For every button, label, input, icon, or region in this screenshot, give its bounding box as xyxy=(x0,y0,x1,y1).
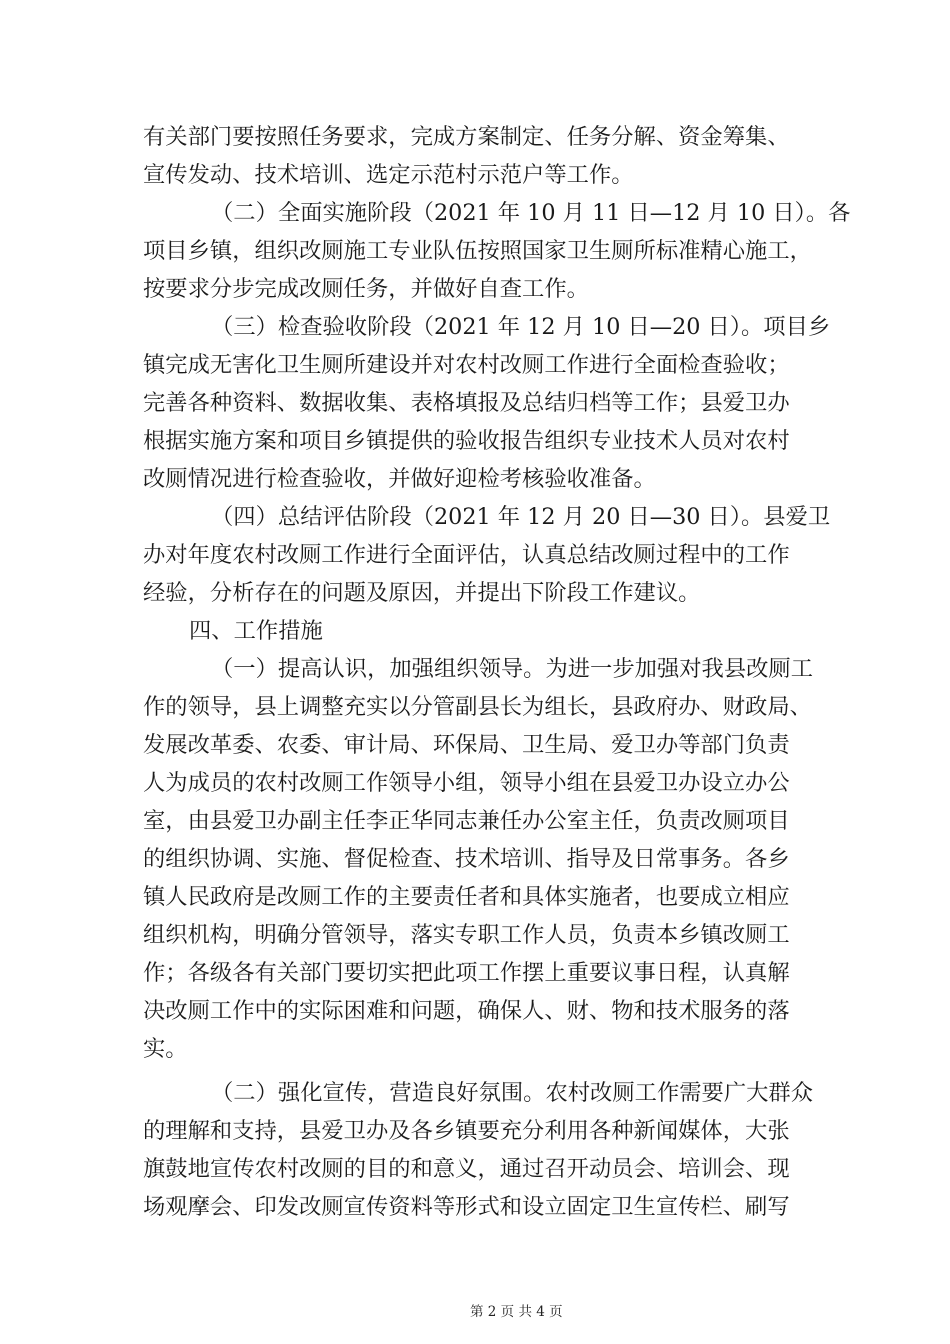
paragraph-start-line: （一）提高认识，加强组织领导。为进一步加强对我县改厕工 xyxy=(211,656,814,682)
document-body xyxy=(143,118,851,1226)
body-line: 改厕情况进行检查验收，并做好迎检考核验收准备。 xyxy=(143,466,656,492)
body-line: 作；各级各有关部门要切实把此项工作摆上重要议事日程，认真解 xyxy=(143,960,790,986)
body-line: 办对年度农村改厕工作进行全面评估，认真总结改厕过程中的工作 xyxy=(143,542,790,568)
body-line: 宣传发动、技术培训、选定示范村示范户等工作。 xyxy=(143,162,634,188)
body-line: 的理解和支持，县爱卫办及各乡镇要充分利用各种新闻媒体，大张 xyxy=(143,1118,790,1144)
body-line: 有关部门要按照任务要求，完成方案制定、任务分解、资金筹集、 xyxy=(143,124,790,150)
paragraph-start-line: （三）检查验收阶段（2021 年 12 月 10 日—20 日）。项目乡 xyxy=(211,314,831,340)
body-line: 镇人民政府是改厕工作的主要责任者和具体实施者，也要成立相应 xyxy=(143,884,790,910)
body-line: 经验，分析存在的问题及原因，并提出下阶段工作建议。 xyxy=(143,580,701,606)
paragraph-start-line: （二）全面实施阶段（2021 年 10 月 11 日—12 月 10 日）。各 xyxy=(211,200,851,226)
body-line: 镇完成无害化卫生厕所建设并对农村改厕工作进行全面检查验收； xyxy=(143,352,790,378)
body-line: 的组织协调、实施、督促检查、技术培训、指导及日常事务。各乡 xyxy=(143,846,790,872)
body-line: 场观摩会、印发改厕宣传资料等形式和设立固定卫生宣传栏、刷写 xyxy=(143,1194,790,1220)
paragraph-start-line: （四）总结评估阶段（2021 年 12 月 20 日—30 日）。县爱卫 xyxy=(211,504,831,530)
page-number-footer: 第 2 页 共 4 页 xyxy=(470,1304,563,1320)
body-line: 决改厕工作中的实际困难和问题，确保人、财、物和技术服务的落 xyxy=(143,998,790,1024)
body-line: 发展改革委、农委、审计局、环保局、卫生局、爱卫办等部门负责 xyxy=(143,732,790,758)
body-line: 根据实施方案和项目乡镇提供的验收报告组织专业技术人员对农村 xyxy=(143,428,790,454)
paragraph-start-line: （二）强化宣传，营造良好氛围。农村改厕工作需要广大群众 xyxy=(211,1080,814,1106)
body-line: 实。 xyxy=(143,1036,188,1062)
section-heading: 四、工作措施 xyxy=(189,618,323,644)
body-line: 作的领导，县上调整充实以分管副县长为组长，县政府办、财政局、 xyxy=(143,694,812,720)
body-line: 室，由县爱卫办副主任李正华同志兼任办公室主任，负责改厕项目 xyxy=(143,808,790,834)
body-line: 按要求分步完成改厕任务，并做好自查工作。 xyxy=(143,276,589,302)
body-line: 组织机构，明确分管领导，落实专职工作人员，负责本乡镇改厕工 xyxy=(143,922,790,948)
body-line: 完善各种资料、数据收集、表格填报及总结归档等工作；县爱卫办 xyxy=(143,390,790,416)
body-line: 旗鼓地宣传农村改厕的目的和意义，通过召开动员会、培训会、现 xyxy=(143,1156,790,1182)
body-line: 人为成员的农村改厕工作领导小组，领导小组在县爱卫办设立办公 xyxy=(143,770,790,796)
body-line: 项目乡镇，组织改厕施工专业队伍按照国家卫生厕所标准精心施工， xyxy=(143,238,812,264)
